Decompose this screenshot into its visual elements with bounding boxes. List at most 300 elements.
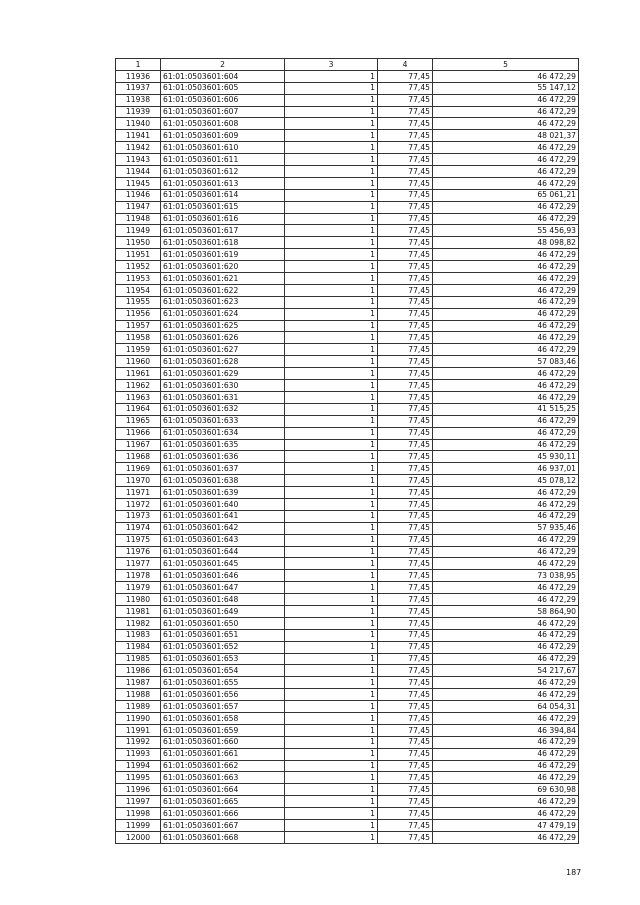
- area-cell: 77,45: [378, 498, 433, 510]
- cadastral-number: 61:01:0503601:660: [161, 736, 285, 748]
- row-number: 11981: [116, 605, 161, 617]
- row-number: 11967: [116, 439, 161, 451]
- value-cell: 46 472,29: [433, 736, 579, 748]
- area-cell: 77,45: [378, 534, 433, 546]
- cadastral-number: 61:01:0503601:605: [161, 82, 285, 94]
- cadastral-number: 61:01:0503601:607: [161, 106, 285, 118]
- area-cell: 77,45: [378, 724, 433, 736]
- cadastral-number: 61:01:0503601:654: [161, 665, 285, 677]
- value-cell: 46 472,29: [433, 106, 579, 118]
- area-cell: 77,45: [378, 475, 433, 487]
- cadastral-number: 61:01:0503601:664: [161, 784, 285, 796]
- count-cell: 1: [285, 653, 378, 665]
- table-row: [116, 712, 579, 724]
- row-number: 11983: [116, 629, 161, 641]
- value-cell: 46 472,29: [433, 796, 579, 808]
- row-number: 11955: [116, 296, 161, 308]
- row-number: 11953: [116, 273, 161, 285]
- table-row: [116, 463, 579, 475]
- area-cell: 77,45: [378, 736, 433, 748]
- row-number: 11960: [116, 356, 161, 368]
- value-cell: 46 472,29: [433, 427, 579, 439]
- value-cell: 64 054,31: [433, 701, 579, 713]
- row-number: 11941: [116, 130, 161, 142]
- value-cell: 46 472,29: [433, 415, 579, 427]
- row-number: 11993: [116, 748, 161, 760]
- count-cell: 1: [285, 546, 378, 558]
- area-cell: 77,45: [378, 689, 433, 701]
- table-row: [116, 510, 579, 522]
- area-cell: 77,45: [378, 605, 433, 617]
- count-cell: 1: [285, 380, 378, 392]
- cadastral-number: 61:01:0503601:617: [161, 225, 285, 237]
- cadastral-number: 61:01:0503601:640: [161, 498, 285, 510]
- table-row: [116, 296, 579, 308]
- count-cell: 1: [285, 605, 378, 617]
- table-row: [116, 403, 579, 415]
- value-cell: 48 021,37: [433, 130, 579, 142]
- cadastral-number: 61:01:0503601:656: [161, 689, 285, 701]
- cadastral-number: 61:01:0503601:636: [161, 451, 285, 463]
- count-cell: 1: [285, 189, 378, 201]
- cadastral-number: 61:01:0503601:663: [161, 772, 285, 784]
- row-number: 11958: [116, 332, 161, 344]
- table-row: [116, 391, 579, 403]
- row-number: 11949: [116, 225, 161, 237]
- row-number: 11999: [116, 820, 161, 832]
- row-number: 11984: [116, 641, 161, 653]
- cadastral-number: 61:01:0503601:623: [161, 296, 285, 308]
- cadastral-number: 61:01:0503601:618: [161, 237, 285, 249]
- count-cell: 1: [285, 130, 378, 142]
- area-cell: 77,45: [378, 296, 433, 308]
- page-number: 187: [566, 868, 582, 877]
- value-cell: 46 472,29: [433, 498, 579, 510]
- area-cell: 77,45: [378, 487, 433, 499]
- table-row: [116, 118, 579, 130]
- value-cell: 46 472,29: [433, 689, 579, 701]
- value-cell: 46 472,29: [433, 748, 579, 760]
- row-number: 11951: [116, 249, 161, 261]
- cadastral-number: 61:01:0503601:646: [161, 570, 285, 582]
- table-row: [116, 154, 579, 166]
- count-cell: 1: [285, 296, 378, 308]
- value-cell: 46 472,29: [433, 249, 579, 261]
- value-cell: 46 472,29: [433, 808, 579, 820]
- count-cell: 1: [285, 237, 378, 249]
- count-cell: 1: [285, 510, 378, 522]
- row-number: 11942: [116, 142, 161, 154]
- cadastral-number: 61:01:0503601:621: [161, 273, 285, 285]
- area-cell: 77,45: [378, 629, 433, 641]
- table-row: [116, 808, 579, 820]
- value-cell: 58 864,90: [433, 605, 579, 617]
- cadastral-number: 61:01:0503601:641: [161, 510, 285, 522]
- table-row: [116, 820, 579, 832]
- count-cell: 1: [285, 748, 378, 760]
- count-cell: 1: [285, 689, 378, 701]
- area-cell: 77,45: [378, 712, 433, 724]
- value-cell: 46 937,01: [433, 463, 579, 475]
- area-cell: 77,45: [378, 332, 433, 344]
- cadastral-number: 61:01:0503601:661: [161, 748, 285, 760]
- count-cell: 1: [285, 475, 378, 487]
- table-body: [116, 70, 579, 843]
- area-cell: 77,45: [378, 391, 433, 403]
- count-cell: 1: [285, 665, 378, 677]
- value-cell: 45 078,12: [433, 475, 579, 487]
- value-cell: 46 472,29: [433, 177, 579, 189]
- row-number: 11996: [116, 784, 161, 796]
- table-row: [116, 284, 579, 296]
- cadastral-number: 61:01:0503601:638: [161, 475, 285, 487]
- area-cell: 77,45: [378, 570, 433, 582]
- table-row: [116, 415, 579, 427]
- value-cell: 46 472,29: [433, 558, 579, 570]
- area-cell: 77,45: [378, 237, 433, 249]
- area-cell: 77,45: [378, 320, 433, 332]
- area-cell: 77,45: [378, 677, 433, 689]
- area-cell: 77,45: [378, 82, 433, 94]
- count-cell: 1: [285, 213, 378, 225]
- row-number: 11997: [116, 796, 161, 808]
- row-number: 11985: [116, 653, 161, 665]
- count-cell: 1: [285, 582, 378, 594]
- count-cell: 1: [285, 166, 378, 178]
- value-cell: 46 472,29: [433, 546, 579, 558]
- value-cell: 48 098,82: [433, 237, 579, 249]
- cadastral-number: 61:01:0503601:615: [161, 201, 285, 213]
- value-cell: 46 472,29: [433, 712, 579, 724]
- table-row: [116, 570, 579, 582]
- count-cell: 1: [285, 594, 378, 606]
- count-cell: 1: [285, 320, 378, 332]
- count-cell: 1: [285, 106, 378, 118]
- count-cell: 1: [285, 70, 378, 82]
- table-row: [116, 689, 579, 701]
- value-cell: 46 472,29: [433, 629, 579, 641]
- value-cell: 46 472,29: [433, 261, 579, 273]
- table-row: [116, 748, 579, 760]
- value-cell: 54 217,67: [433, 665, 579, 677]
- value-cell: 46 394,84: [433, 724, 579, 736]
- count-cell: 1: [285, 498, 378, 510]
- count-cell: 1: [285, 796, 378, 808]
- area-cell: 77,45: [378, 653, 433, 665]
- area-cell: 77,45: [378, 201, 433, 213]
- count-cell: 1: [285, 308, 378, 320]
- row-number: 11944: [116, 166, 161, 178]
- count-cell: 1: [285, 463, 378, 475]
- value-cell: 55 456,93: [433, 225, 579, 237]
- table-row: [116, 498, 579, 510]
- row-number: 11945: [116, 177, 161, 189]
- cadastral-number: 61:01:0503601:666: [161, 808, 285, 820]
- cadastral-number: 61:01:0503601:633: [161, 415, 285, 427]
- area-cell: 77,45: [378, 403, 433, 415]
- row-number: 11940: [116, 118, 161, 130]
- area-cell: 77,45: [378, 594, 433, 606]
- row-number: 11979: [116, 582, 161, 594]
- cadastral-number: 61:01:0503601:612: [161, 166, 285, 178]
- column-header-1: 1: [116, 59, 161, 71]
- area-cell: 77,45: [378, 784, 433, 796]
- count-cell: 1: [285, 760, 378, 772]
- table-row: [116, 225, 579, 237]
- table-row: [116, 546, 579, 558]
- value-cell: 46 472,29: [433, 296, 579, 308]
- area-cell: 77,45: [378, 522, 433, 534]
- count-cell: 1: [285, 677, 378, 689]
- cadastral-number: 61:01:0503601:647: [161, 582, 285, 594]
- area-cell: 77,45: [378, 831, 433, 843]
- row-number: 11989: [116, 701, 161, 713]
- row-number: 11990: [116, 712, 161, 724]
- cadastral-number: 61:01:0503601:624: [161, 308, 285, 320]
- cadastral-number: 61:01:0503601:634: [161, 427, 285, 439]
- count-cell: 1: [285, 534, 378, 546]
- cadastral-number: 61:01:0503601:632: [161, 403, 285, 415]
- value-cell: 46 472,29: [433, 344, 579, 356]
- row-number: 11994: [116, 760, 161, 772]
- cadastral-number: 61:01:0503601:649: [161, 605, 285, 617]
- table-row: [116, 594, 579, 606]
- row-number: 11972: [116, 498, 161, 510]
- table-row: [116, 772, 579, 784]
- value-cell: 46 472,29: [433, 439, 579, 451]
- cadastral-number: 61:01:0503601:659: [161, 724, 285, 736]
- value-cell: 46 472,29: [433, 831, 579, 843]
- value-cell: 46 472,29: [433, 653, 579, 665]
- cadastral-number: 61:01:0503601:652: [161, 641, 285, 653]
- table-row: [116, 641, 579, 653]
- cadastral-number: 61:01:0503601:625: [161, 320, 285, 332]
- table-row: [116, 106, 579, 118]
- area-cell: 77,45: [378, 249, 433, 261]
- count-cell: 1: [285, 142, 378, 154]
- table-row: [116, 451, 579, 463]
- value-cell: 57 935,46: [433, 522, 579, 534]
- row-number: 11959: [116, 344, 161, 356]
- row-number: 11995: [116, 772, 161, 784]
- count-cell: 1: [285, 94, 378, 106]
- cadastral-number: 61:01:0503601:642: [161, 522, 285, 534]
- value-cell: 69 630,98: [433, 784, 579, 796]
- cadastral-number: 61:01:0503601:658: [161, 712, 285, 724]
- table-row: [116, 213, 579, 225]
- value-cell: 45 930,11: [433, 451, 579, 463]
- value-cell: 65 061,21: [433, 189, 579, 201]
- area-cell: 77,45: [378, 463, 433, 475]
- count-cell: 1: [285, 154, 378, 166]
- value-cell: 46 472,29: [433, 760, 579, 772]
- count-cell: 1: [285, 261, 378, 273]
- area-cell: 77,45: [378, 70, 433, 82]
- table-row: [116, 427, 579, 439]
- value-cell: 57 083,46: [433, 356, 579, 368]
- area-cell: 77,45: [378, 154, 433, 166]
- count-cell: 1: [285, 451, 378, 463]
- area-cell: 77,45: [378, 546, 433, 558]
- cadastral-number: 61:01:0503601:655: [161, 677, 285, 689]
- table-row: [116, 582, 579, 594]
- area-cell: 77,45: [378, 748, 433, 760]
- row-number: 11947: [116, 201, 161, 213]
- table-row: [116, 94, 579, 106]
- value-cell: 46 472,29: [433, 380, 579, 392]
- row-number: 11992: [116, 736, 161, 748]
- count-cell: 1: [285, 831, 378, 843]
- cadastral-number: 61:01:0503601:616: [161, 213, 285, 225]
- row-number: 11977: [116, 558, 161, 570]
- area-cell: 77,45: [378, 142, 433, 154]
- value-cell: 46 472,29: [433, 284, 579, 296]
- table-row: [116, 142, 579, 154]
- value-cell: 46 472,29: [433, 510, 579, 522]
- value-cell: 46 472,29: [433, 594, 579, 606]
- count-cell: 1: [285, 617, 378, 629]
- cadastral-number: 61:01:0503601:614: [161, 189, 285, 201]
- cadastral-number: 61:01:0503601:611: [161, 154, 285, 166]
- row-number: 11982: [116, 617, 161, 629]
- table-row: [116, 475, 579, 487]
- cadastral-number: 61:01:0503601:604: [161, 70, 285, 82]
- value-cell: 46 472,29: [433, 118, 579, 130]
- area-cell: 77,45: [378, 510, 433, 522]
- table-row: [116, 760, 579, 772]
- table-row: [116, 177, 579, 189]
- row-number: 11962: [116, 380, 161, 392]
- row-number: 11950: [116, 237, 161, 249]
- table-row: [116, 273, 579, 285]
- table-row: [116, 796, 579, 808]
- area-cell: 77,45: [378, 273, 433, 285]
- count-cell: 1: [285, 332, 378, 344]
- cadastral-number: 61:01:0503601:620: [161, 261, 285, 273]
- cadastral-number: 61:01:0503601:668: [161, 831, 285, 843]
- row-number: 11969: [116, 463, 161, 475]
- area-cell: 77,45: [378, 106, 433, 118]
- value-cell: 46 472,29: [433, 308, 579, 320]
- table-row: [116, 677, 579, 689]
- value-cell: 46 472,29: [433, 154, 579, 166]
- row-number: 11978: [116, 570, 161, 582]
- cadastral-number: 61:01:0503601:645: [161, 558, 285, 570]
- table-row: [116, 70, 579, 82]
- cadastral-number: 61:01:0503601:662: [161, 760, 285, 772]
- table-row: [116, 332, 579, 344]
- row-number: 11976: [116, 546, 161, 558]
- count-cell: 1: [285, 177, 378, 189]
- value-cell: 46 472,29: [433, 487, 579, 499]
- area-cell: 77,45: [378, 213, 433, 225]
- table-row: [116, 617, 579, 629]
- row-number: 11943: [116, 154, 161, 166]
- count-cell: 1: [285, 736, 378, 748]
- table-row: [116, 522, 579, 534]
- column-header-4: 4: [378, 59, 433, 71]
- area-cell: 77,45: [378, 118, 433, 130]
- table-row: [116, 736, 579, 748]
- cadastral-number: 61:01:0503601:631: [161, 391, 285, 403]
- area-cell: 77,45: [378, 356, 433, 368]
- count-cell: 1: [285, 427, 378, 439]
- count-cell: 1: [285, 439, 378, 451]
- cadastral-number: 61:01:0503601:606: [161, 94, 285, 106]
- row-number: 11964: [116, 403, 161, 415]
- area-cell: 77,45: [378, 772, 433, 784]
- row-number: 11938: [116, 94, 161, 106]
- row-number: 11937: [116, 82, 161, 94]
- cadastral-number: 61:01:0503601:610: [161, 142, 285, 154]
- table-row: [116, 201, 579, 213]
- count-cell: 1: [285, 712, 378, 724]
- table-row: [116, 320, 579, 332]
- area-cell: 77,45: [378, 701, 433, 713]
- column-header-3: 3: [285, 59, 378, 71]
- row-number: 11971: [116, 487, 161, 499]
- row-number: 11974: [116, 522, 161, 534]
- value-cell: 46 472,29: [433, 320, 579, 332]
- value-cell: 46 472,29: [433, 94, 579, 106]
- row-number: 11957: [116, 320, 161, 332]
- value-cell: 46 472,29: [433, 368, 579, 380]
- table-row: [116, 82, 579, 94]
- table-row: [116, 237, 579, 249]
- count-cell: 1: [285, 225, 378, 237]
- area-cell: 77,45: [378, 415, 433, 427]
- value-cell: 46 472,29: [433, 582, 579, 594]
- row-number: 11939: [116, 106, 161, 118]
- count-cell: 1: [285, 415, 378, 427]
- table-row: [116, 784, 579, 796]
- value-cell: 55 147,12: [433, 82, 579, 94]
- cadastral-number: 61:01:0503601:667: [161, 820, 285, 832]
- row-number: 11988: [116, 689, 161, 701]
- table-row: [116, 629, 579, 641]
- area-cell: 77,45: [378, 796, 433, 808]
- row-number: 11963: [116, 391, 161, 403]
- row-number: 11970: [116, 475, 161, 487]
- row-number: 11936: [116, 70, 161, 82]
- table-row: [116, 308, 579, 320]
- cadastral-number: 61:01:0503601:626: [161, 332, 285, 344]
- area-cell: 77,45: [378, 427, 433, 439]
- cadastral-number: 61:01:0503601:644: [161, 546, 285, 558]
- table-row: [116, 831, 579, 843]
- value-cell: 46 472,29: [433, 617, 579, 629]
- count-cell: 1: [285, 391, 378, 403]
- value-cell: 46 472,29: [433, 273, 579, 285]
- count-cell: 1: [285, 701, 378, 713]
- table-row: [116, 380, 579, 392]
- value-cell: 47 479,19: [433, 820, 579, 832]
- count-cell: 1: [285, 403, 378, 415]
- table-row: [116, 261, 579, 273]
- row-number: 11961: [116, 368, 161, 380]
- area-cell: 77,45: [378, 344, 433, 356]
- column-header-5: 5: [433, 59, 579, 71]
- count-cell: 1: [285, 487, 378, 499]
- count-cell: 1: [285, 118, 378, 130]
- cadastral-number: 61:01:0503601:627: [161, 344, 285, 356]
- count-cell: 1: [285, 249, 378, 261]
- area-cell: 77,45: [378, 641, 433, 653]
- table-row: [116, 356, 579, 368]
- value-cell: 46 472,29: [433, 213, 579, 225]
- area-cell: 77,45: [378, 225, 433, 237]
- value-cell: 46 472,29: [433, 772, 579, 784]
